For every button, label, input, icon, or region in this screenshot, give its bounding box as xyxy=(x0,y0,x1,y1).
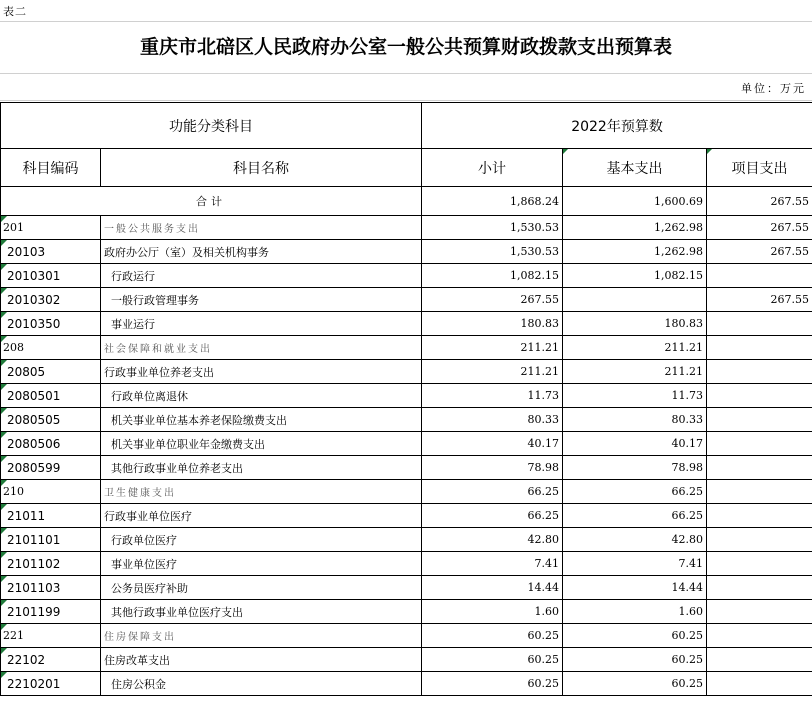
cell-basic[interactable]: 66.25 xyxy=(563,480,707,504)
cell-subtotal[interactable]: 267.55 xyxy=(422,288,563,312)
table-row xyxy=(1,384,812,408)
table-row xyxy=(1,336,812,360)
cell-code[interactable] xyxy=(1,360,101,384)
cell-basic[interactable]: 60.25 xyxy=(563,624,707,648)
total-label[interactable]: 合计 xyxy=(1,187,422,216)
cell-code[interactable] xyxy=(1,456,101,480)
table-row xyxy=(1,456,812,480)
cell-name[interactable]: 机关事业单位职业年金缴费支出 xyxy=(101,432,422,456)
cell-code[interactable] xyxy=(1,240,101,264)
cell-basic[interactable]: 40.17 xyxy=(563,432,707,456)
code-text: 210 xyxy=(3,485,24,498)
cell-name[interactable]: 机关事业单位基本养老保险缴费支出 xyxy=(101,408,422,432)
cell-code[interactable] xyxy=(1,552,101,576)
cell-name[interactable]: 住房改革支出 xyxy=(101,648,422,672)
table-row xyxy=(1,408,812,432)
cell-subtotal[interactable]: 211.21 xyxy=(422,360,563,384)
cell-basic[interactable]: 180.83 xyxy=(563,312,707,336)
cell-project[interactable] xyxy=(707,480,812,504)
cell-code[interactable] xyxy=(1,264,101,288)
cell-subtotal[interactable]: 42.80 xyxy=(422,528,563,552)
comment-marker-icon xyxy=(1,480,7,486)
cell-name[interactable]: 行政事业单位养老支出 xyxy=(101,360,422,384)
cell-code[interactable] xyxy=(1,336,101,360)
grid-line xyxy=(0,73,812,74)
total-basic[interactable]: 1,600.69 xyxy=(563,187,707,216)
cell-project[interactable] xyxy=(707,264,812,288)
cell-subtotal[interactable]: 14.44 xyxy=(422,576,563,600)
table-row xyxy=(1,528,812,552)
table-row xyxy=(1,480,812,504)
cell-code[interactable] xyxy=(1,408,101,432)
cell-subtotal[interactable]: 78.98 xyxy=(422,456,563,480)
cell-name[interactable]: 行政事业单位医疗 xyxy=(101,504,422,528)
cell-code[interactable] xyxy=(1,576,101,600)
unit-label: 单位：万元 xyxy=(741,82,806,95)
header-project-expenditure[interactable] xyxy=(707,149,812,187)
cell-code[interactable] xyxy=(1,312,101,336)
cell-code[interactable] xyxy=(1,600,101,624)
cell-project[interactable]: 267.55 xyxy=(707,288,812,312)
cell-project[interactable] xyxy=(707,384,812,408)
comment-marker-icon xyxy=(1,336,7,342)
comment-marker-icon xyxy=(1,528,7,534)
cell-subtotal[interactable]: 211.21 xyxy=(422,336,563,360)
code-text: 20103 xyxy=(7,244,46,259)
code-text: 2080501 xyxy=(7,388,61,403)
code-text: 21011 xyxy=(7,508,46,523)
cell-name[interactable]: 社会保障和就业支出 xyxy=(101,336,422,360)
cell-basic[interactable]: 60.25 xyxy=(563,672,707,696)
sheet-label: 表二 xyxy=(3,5,27,18)
table-row xyxy=(1,648,812,672)
code-text: 221 xyxy=(3,629,24,642)
table-row xyxy=(1,576,812,600)
cell-code[interactable] xyxy=(1,288,101,312)
cell-code[interactable] xyxy=(1,528,101,552)
cell-basic[interactable]: 14.44 xyxy=(563,576,707,600)
comment-marker-icon xyxy=(1,432,7,438)
comment-marker-icon xyxy=(1,456,7,462)
code-text: 2101102 xyxy=(7,556,61,571)
comment-marker-icon xyxy=(1,288,7,294)
cell-code[interactable] xyxy=(1,672,101,696)
cell-subtotal[interactable]: 60.25 xyxy=(422,648,563,672)
cell-code[interactable] xyxy=(1,432,101,456)
cell-name[interactable]: 政府办公厅（室）及相关机构事务 xyxy=(101,240,422,264)
cell-project[interactable] xyxy=(707,312,812,336)
cell-subtotal[interactable]: 1,530.53 xyxy=(422,216,563,240)
header-budget-2022[interactable]: 2022年预算数 xyxy=(422,103,812,149)
total-row xyxy=(1,187,812,216)
cell-project[interactable] xyxy=(707,360,812,384)
comment-marker-icon xyxy=(1,504,7,510)
comment-marker-icon xyxy=(1,552,7,558)
cell-name[interactable]: 行政运行 xyxy=(101,264,422,288)
cell-name[interactable]: 行政单位离退休 xyxy=(101,384,422,408)
comment-marker-icon xyxy=(707,149,712,154)
comment-marker-icon xyxy=(1,576,7,582)
cell-subtotal[interactable]: 1,530.53 xyxy=(422,240,563,264)
cell-project[interactable] xyxy=(707,336,812,360)
code-text: 2080506 xyxy=(7,436,61,451)
comment-marker-icon xyxy=(1,648,7,654)
total-project[interactable]: 267.55 xyxy=(707,187,812,216)
table-row xyxy=(1,552,812,576)
cell-project[interactable]: 267.55 xyxy=(707,240,812,264)
comment-marker-icon xyxy=(1,312,7,318)
cell-subtotal[interactable]: 180.83 xyxy=(422,312,563,336)
table-row xyxy=(1,288,812,312)
cell-project[interactable] xyxy=(707,528,812,552)
cell-project[interactable] xyxy=(707,576,812,600)
cell-basic[interactable]: 211.21 xyxy=(563,360,707,384)
cell-subtotal[interactable]: 7.41 xyxy=(422,552,563,576)
cell-code[interactable] xyxy=(1,384,101,408)
comment-marker-icon xyxy=(1,360,7,366)
header-project-label: 项目支出 xyxy=(731,160,788,177)
cell-code[interactable] xyxy=(1,648,101,672)
cell-subtotal[interactable]: 11.73 xyxy=(422,384,563,408)
cell-basic[interactable]: 1,082.15 xyxy=(563,264,707,288)
cell-code[interactable] xyxy=(1,504,101,528)
cell-name[interactable]: 事业单位医疗 xyxy=(101,552,422,576)
table-row xyxy=(1,432,812,456)
cell-basic[interactable]: 7.41 xyxy=(563,552,707,576)
grid-line xyxy=(0,100,812,101)
cell-code[interactable] xyxy=(1,480,101,504)
header-subtotal[interactable]: 小计 xyxy=(422,149,563,187)
cell-basic[interactable]: 1,262.98 xyxy=(563,216,707,240)
cell-basic[interactable]: 80.33 xyxy=(563,408,707,432)
cell-name[interactable]: 一般公共服务支出 xyxy=(101,216,422,240)
cell-name[interactable]: 住房保障支出 xyxy=(101,624,422,648)
cell-name[interactable]: 住房公积金 xyxy=(101,672,422,696)
cell-basic[interactable]: 66.25 xyxy=(563,504,707,528)
cell-subtotal[interactable]: 66.25 xyxy=(422,480,563,504)
code-text: 22102 xyxy=(7,652,46,667)
table-row xyxy=(1,216,812,240)
cell-subtotal[interactable]: 66.25 xyxy=(422,504,563,528)
code-text: 2101199 xyxy=(7,604,61,619)
table-row xyxy=(1,312,812,336)
cell-name[interactable]: 卫生健康支出 xyxy=(101,480,422,504)
cell-project[interactable]: 267.55 xyxy=(707,216,812,240)
total-subtotal[interactable]: 1,868.24 xyxy=(422,187,563,216)
code-text: 2010350 xyxy=(7,316,61,331)
cell-project[interactable] xyxy=(707,624,812,648)
cell-subtotal[interactable]: 1.60 xyxy=(422,600,563,624)
code-text: 2080505 xyxy=(7,412,61,427)
cell-project[interactable] xyxy=(707,408,812,432)
table-row xyxy=(1,600,812,624)
comment-marker-icon xyxy=(1,264,7,270)
cell-project[interactable] xyxy=(707,432,812,456)
code-text: 2080599 xyxy=(7,460,61,475)
cell-basic[interactable]: 1.60 xyxy=(563,600,707,624)
budget-table xyxy=(0,102,812,696)
cell-basic[interactable] xyxy=(563,288,707,312)
comment-marker-icon xyxy=(1,600,7,606)
cell-basic[interactable]: 211.21 xyxy=(563,336,707,360)
header-code[interactable]: 科目编码 xyxy=(1,149,101,187)
cell-subtotal[interactable]: 1,082.15 xyxy=(422,264,563,288)
code-text: 20805 xyxy=(7,364,46,379)
table-row xyxy=(1,672,812,696)
comment-marker-icon xyxy=(1,672,7,678)
cell-basic[interactable]: 60.25 xyxy=(563,648,707,672)
table-row xyxy=(1,624,812,648)
comment-marker-icon xyxy=(563,149,568,154)
header-functional-classification[interactable]: 功能分类科目 xyxy=(1,103,422,149)
comment-marker-icon xyxy=(1,216,7,222)
cell-project[interactable] xyxy=(707,672,812,696)
cell-code[interactable] xyxy=(1,216,101,240)
cell-subtotal[interactable]: 60.25 xyxy=(422,672,563,696)
cell-project[interactable] xyxy=(707,456,812,480)
comment-marker-icon xyxy=(1,384,7,390)
cell-name[interactable]: 其他行政事业单位养老支出 xyxy=(101,456,422,480)
table-row xyxy=(1,360,812,384)
table-row xyxy=(1,504,812,528)
code-text: 2010302 xyxy=(7,292,61,307)
page-title: 重庆市北碚区人民政府办公室一般公共预算财政拨款支出预算表 xyxy=(139,36,672,58)
code-text: 2010301 xyxy=(7,268,61,283)
code-text: 2101103 xyxy=(7,580,61,595)
comment-marker-icon xyxy=(1,408,7,414)
header-name[interactable]: 科目名称 xyxy=(101,149,422,187)
code-text: 201 xyxy=(3,221,24,234)
cell-code[interactable] xyxy=(1,624,101,648)
cell-basic[interactable]: 42.80 xyxy=(563,528,707,552)
cell-project[interactable] xyxy=(707,648,812,672)
cell-basic[interactable]: 1,262.98 xyxy=(563,240,707,264)
cell-name[interactable]: 其他行政事业单位医疗支出 xyxy=(101,600,422,624)
code-text: 2210201 xyxy=(7,676,61,691)
cell-project[interactable] xyxy=(707,600,812,624)
cell-name[interactable]: 行政单位医疗 xyxy=(101,528,422,552)
cell-name[interactable]: 一般行政管理事务 xyxy=(101,288,422,312)
header-basic-expenditure[interactable] xyxy=(563,149,707,187)
cell-subtotal[interactable]: 60.25 xyxy=(422,624,563,648)
cell-project[interactable] xyxy=(707,552,812,576)
cell-name[interactable]: 事业运行 xyxy=(101,312,422,336)
table-row xyxy=(1,240,812,264)
code-text: 2101101 xyxy=(7,532,61,547)
header-basic-label: 基本支出 xyxy=(606,160,663,177)
cell-subtotal[interactable]: 40.17 xyxy=(422,432,563,456)
comment-marker-icon xyxy=(1,624,7,630)
code-text: 208 xyxy=(3,341,24,354)
cell-basic[interactable]: 78.98 xyxy=(563,456,707,480)
cell-name[interactable]: 公务员医疗补助 xyxy=(101,576,422,600)
table-row xyxy=(1,264,812,288)
comment-marker-icon xyxy=(1,240,7,246)
cell-subtotal[interactable]: 80.33 xyxy=(422,408,563,432)
cell-basic[interactable]: 11.73 xyxy=(563,384,707,408)
cell-project[interactable] xyxy=(707,504,812,528)
